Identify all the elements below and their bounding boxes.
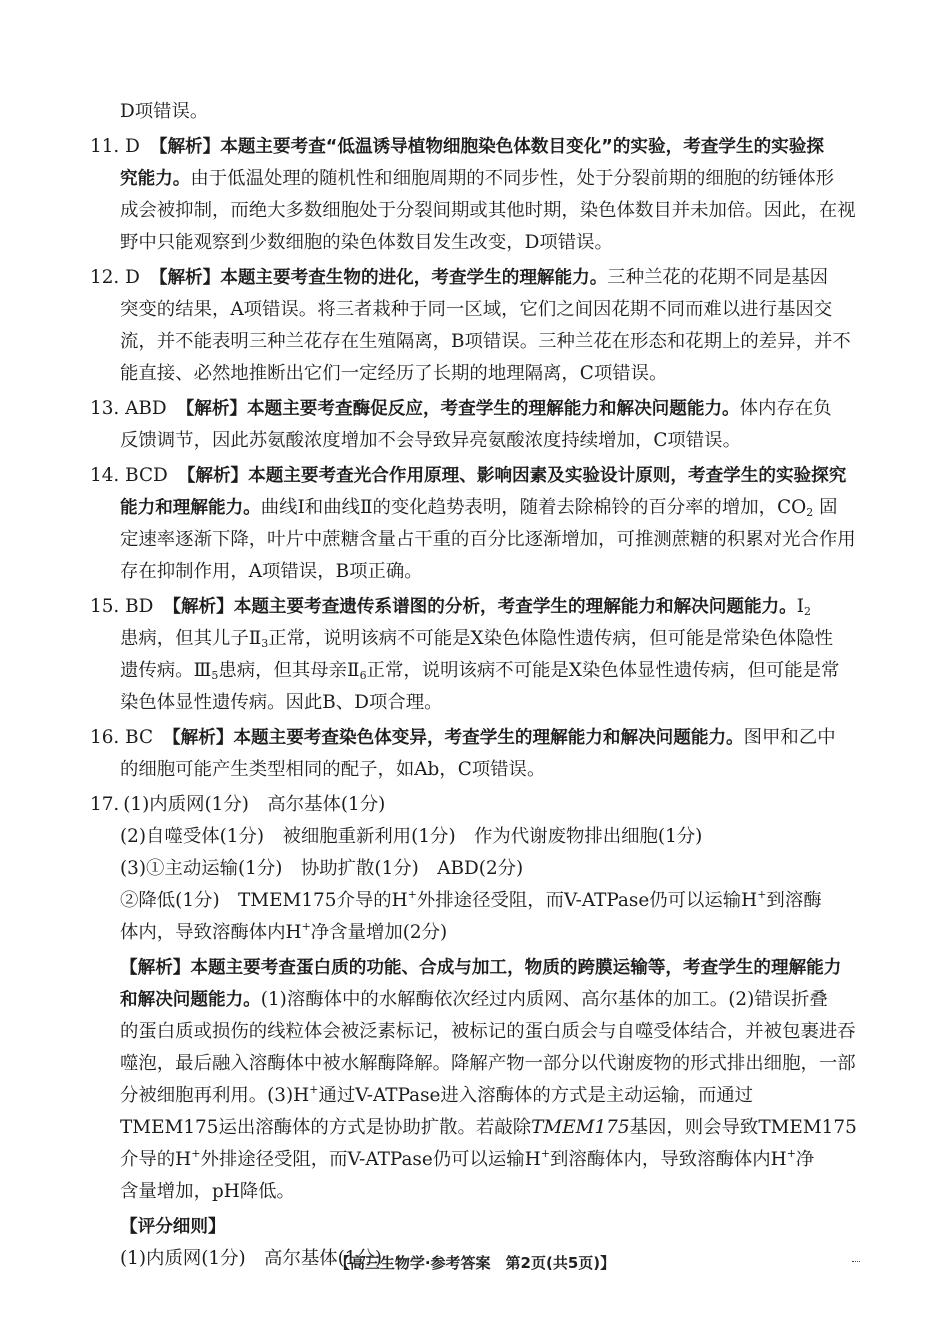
question-number: 16. BC <box>90 727 154 748</box>
text-line <box>90 821 862 853</box>
superscript: + <box>309 1083 319 1096</box>
text: 噬泡，最后融入溶酶体中被水解酶降解。降解产物一部分以代谢废物的形式排出细胞，一部 <box>120 1053 856 1074</box>
text: ②降低(1分) TMEM175介导的H <box>120 890 408 911</box>
answer-content <box>90 96 862 1275</box>
text: 的细胞可能产生类型相同的配子，如Ab，C项错误。 <box>120 759 546 780</box>
text-line <box>90 556 862 588</box>
superscript: + <box>407 888 417 901</box>
text: 含量增加，pH降低。 <box>120 1181 295 1202</box>
text-line <box>90 623 862 655</box>
text-line <box>90 1144 862 1176</box>
question-14 <box>90 460 862 492</box>
text-line <box>90 195 862 227</box>
text: D项错误。 <box>120 101 209 122</box>
question-13 <box>90 393 862 425</box>
analysis-tag: 【解析】本题主要考查光合作用原理、影响因素及实验设计原则，考查学生的实验探究 <box>177 466 847 486</box>
text: 存在抑制作用，A项错误，B项正确。 <box>120 561 423 582</box>
text: 通过V-ATPase进入溶酶体的方式是主动运输，而通过 <box>318 1085 754 1106</box>
subscript: 6 <box>359 669 367 682</box>
text-line <box>90 425 862 457</box>
question-11 <box>90 131 862 163</box>
subscript: 2 <box>804 605 812 618</box>
analysis-tag: 【解析】本题主要考查生物的进化，考查学生的理解能力。 <box>149 268 608 288</box>
superscript: + <box>757 888 767 901</box>
text: 曲线Ⅰ和曲线Ⅱ的变化趋势表明，随着去除棉铃的百分率的增加，CO <box>260 497 807 518</box>
text-line <box>90 358 862 390</box>
text-line <box>90 96 862 128</box>
analysis-tag: 【解析】本题主要考查染色体变异，考查学生的理解能力和解决问题能力。 <box>163 728 744 748</box>
superscript: + <box>301 920 311 933</box>
text: (1)溶酶体中的水解酶依次经过内质网、高尔基体的加工。(2)错误折叠 <box>260 989 828 1010</box>
question-number: 12. D <box>90 267 140 288</box>
text: 由于低温处理的随机性和细胞周期的不同步性，处于分裂前期的细胞的纺锤体形 <box>190 168 835 189</box>
superscript: + <box>540 1147 550 1160</box>
text: 固 <box>819 497 838 518</box>
text-line <box>90 1016 862 1048</box>
text-line <box>90 294 862 326</box>
text: (3)①主动运输(1分) 协助扩散(1分) ABD(2分) <box>120 858 524 879</box>
score-title-line <box>90 1211 862 1243</box>
text: 流，并不能表明三种兰花存在生殖隔离，B项错误。三种兰花在形态和花期上的差异，并不 <box>120 331 851 352</box>
bold-text: 究能力。 <box>120 169 191 189</box>
text-line <box>90 163 862 195</box>
bold-text: 和解决问题能力。 <box>120 990 261 1010</box>
text: 到溶酶 <box>766 890 822 911</box>
text: 净含量增加(2分) <box>310 922 448 943</box>
question-16 <box>90 722 862 754</box>
text: 成会被抑制，而绝大多数细胞处于分裂间期或其他时期，染色体数目并未加倍。因此，在视 <box>120 200 856 221</box>
question-17 <box>90 789 862 821</box>
question-number: 13. ABD <box>90 398 167 419</box>
subscript: 2 <box>806 506 814 519</box>
text: (2)自噬受体(1分) 被细胞重新利用(1分) 作为代谢废物排出细胞(1分) <box>120 826 703 847</box>
text-line <box>90 1176 862 1208</box>
question-12 <box>90 262 862 294</box>
text-line <box>90 492 862 524</box>
text: 净 <box>795 1149 815 1170</box>
text: (1)内质网(1分) 高尔基体(1分) <box>120 1248 383 1269</box>
subscript: 3 <box>261 637 269 650</box>
text: 外排途径受阻，而V-ATPase仍可以运输H <box>416 890 758 911</box>
text: 分被细胞再利用。(3)H <box>120 1085 310 1106</box>
bold-text: 能力和理解能力。 <box>120 498 261 518</box>
text: 患病，但其母亲Ⅱ <box>218 660 360 681</box>
italic-text: TMEM175 <box>531 1117 630 1138</box>
text-line <box>90 524 862 556</box>
text-line <box>90 885 862 917</box>
question-number: 14. BCD <box>90 465 168 486</box>
question-15 <box>90 591 862 623</box>
analysis-tag: 【解析】本题主要考查“低温诱导植物细胞染色体数目变化”的实验，考查学生的实验探 <box>149 137 824 157</box>
subscript: 5 <box>211 669 219 682</box>
analysis-line <box>90 952 862 984</box>
text: 的蛋白质或损伤的线粒体会被泛素标记，被标记的蛋白质会与自噬受体结合，并被包裹进吞 <box>120 1021 856 1042</box>
text-line <box>90 1112 862 1144</box>
text: 正常，说明该病不可能是X染色体隐性遗传病，但可能是常染色体隐性 <box>268 628 834 649</box>
text-line <box>90 853 862 885</box>
text-line <box>90 687 862 719</box>
analysis-tag: 【解析】本题主要考查遗传系谱图的分析，考查学生的理解能力和解决问题能力。 <box>163 597 797 617</box>
question-number: 17. <box>90 794 120 815</box>
text: 到溶酶体内，导致溶酶体内H <box>549 1149 787 1170</box>
text-line <box>90 655 862 687</box>
question-number: 15. BD <box>90 596 154 617</box>
text: 能直接、必然地推断出它们一定经历了长期的地理隔离，C项错误。 <box>120 363 668 384</box>
text: (1)内质网(1分) 高尔基体(1分) <box>123 794 386 815</box>
page-footer: 【高三生物学·参考答案 第2页(共5页)】 <box>334 1254 616 1272</box>
text-line <box>90 1048 862 1080</box>
text: 三种兰花的花期不同是基因 <box>607 267 828 288</box>
text: 遗传病。Ⅲ <box>120 660 212 681</box>
text: 体内，导致溶酶体内H <box>120 922 302 943</box>
text: 定速率逐渐下降，叶片中蔗糖含量占干重的百分比逐渐增加，可推测蔗糖的积累对光合作用 <box>120 529 856 550</box>
text: 基因，则会导致TMEM175 <box>629 1117 857 1138</box>
analysis-tag: 【解析】本题主要考查酶促反应，考查学生的理解能力和解决问题能力。 <box>176 399 740 419</box>
text-line <box>90 917 862 949</box>
score-title: 【评分细则】 <box>120 1217 226 1237</box>
text: Ⅰ <box>796 596 805 617</box>
analysis-tag: 【解析】本题主要考查蛋白质的功能、合成与加工，物质的跨膜运输等，考查学生的理解能力 <box>120 958 842 978</box>
superscript: + <box>786 1147 796 1160</box>
text: 体内存在负 <box>739 398 832 419</box>
text-line <box>90 1080 862 1112</box>
corner-mark <box>852 1258 860 1262</box>
text-line <box>90 326 862 358</box>
text: 染色体显性遗传病。因此B、D项合理。 <box>120 692 443 713</box>
text: 介导的H <box>120 1149 192 1170</box>
question-number: 11. D <box>90 136 140 157</box>
text-line <box>90 984 862 1016</box>
text: TMEM175运出溶酶体的方式是协助扩散。若敲除 <box>120 1117 532 1138</box>
text: 突变的结果，A项错误。将三者栽种于同一区域，它们之间因花期不同而难以进行基因交 <box>120 299 833 320</box>
text: 患病，但其儿子Ⅱ <box>120 628 262 649</box>
text: 野中只能观察到少数细胞的染色体数目发生改变，D项错误。 <box>120 232 613 253</box>
text: 正常，说明该病不可能是X染色体显性遗传病，但可能是常 <box>366 660 840 681</box>
text: 反馈调节，因此苏氨酸浓度增加不会导致异亮氨酸浓度持续增加，C项错误。 <box>120 430 741 451</box>
superscript: + <box>191 1147 201 1160</box>
text: 外排途径受阻，而V-ATPase仍可以运输H <box>200 1149 541 1170</box>
text-line <box>90 227 862 259</box>
text: 图甲和乙中 <box>743 727 836 748</box>
text-line <box>90 754 862 786</box>
